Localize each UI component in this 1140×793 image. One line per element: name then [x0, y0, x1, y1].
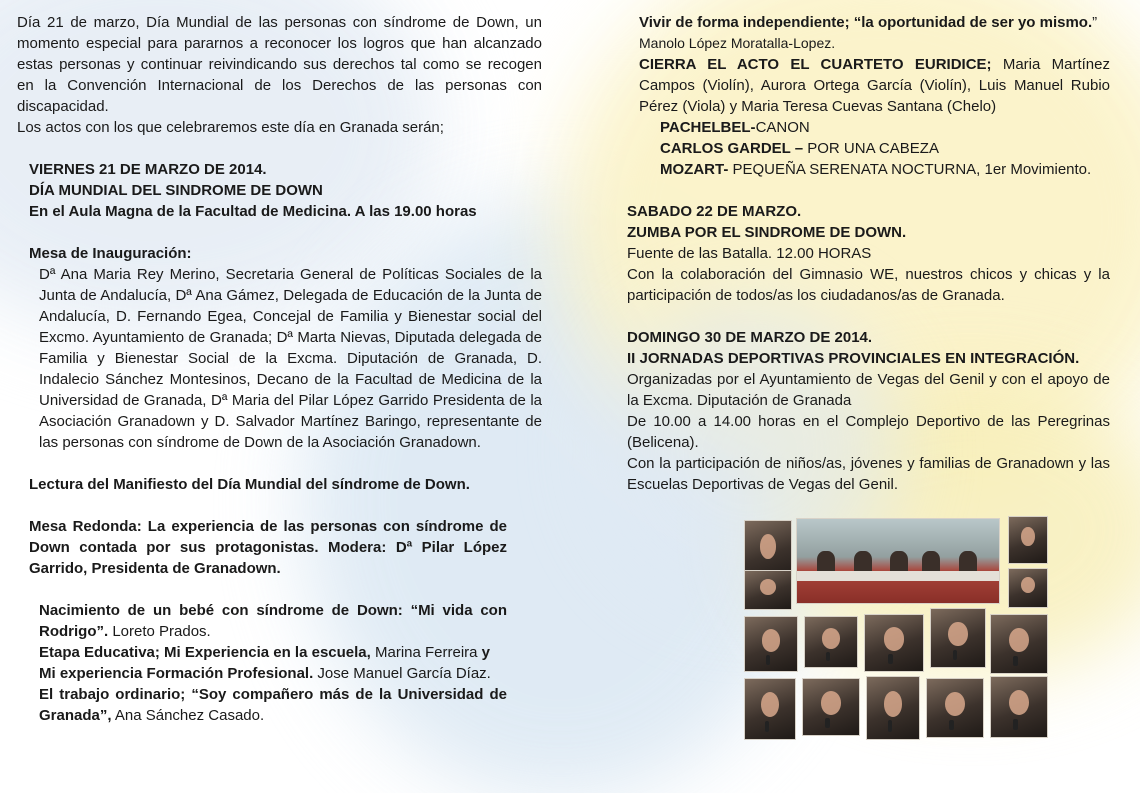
photo [1008, 568, 1048, 608]
talk-1-title: Nacimiento de un bebé con síndrome de Down: “Mi vida con Rodrigo”. [39, 602, 507, 640]
talk-2-author: Marina Ferreira [370, 644, 482, 661]
vivir-author: Manolo López Moratalla-Lopez. [639, 35, 836, 51]
sunday-event: II JORNADAS DEPORTIVAS PROVINCIALES EN INTEGRACIÓN. [627, 350, 1080, 367]
sunday-body-2: De 10.00 a 14.00 horas en el Complejo Deportivo de las Peregrinas (Belicena). [627, 413, 1110, 451]
event-place: En el Aula Magna de la Facultad de Medicina. A las 19.00 horas [29, 203, 477, 220]
talk-1-author: Loreto Prados. [108, 623, 211, 640]
intro-line-2: Los actos con los que celebraremos este día en Granada serán; [17, 119, 444, 136]
right-column [627, 12, 1110, 495]
vivir-closing-quote: ” [1092, 14, 1098, 31]
vivir-title-text: Vivir de forma independiente; “la oportunidad de ser yo mismo. [639, 14, 1093, 31]
photo [802, 678, 860, 736]
talk-4 [39, 684, 507, 726]
saturday-place: Fuente de las Batalla. 12.00 HORAS [627, 245, 872, 262]
photo [864, 614, 924, 672]
piece-1 [660, 117, 1110, 138]
piece-3 [660, 159, 1110, 180]
talk-2-title: Etapa Educativa; Mi Experiencia en la escuela, [39, 644, 371, 661]
vivir-title [627, 12, 1110, 33]
cierra-paragraph [627, 54, 1110, 117]
piece-3-title: PEQUEÑA SERENATA NOCTURNA, 1er Movimiento. [728, 161, 1092, 178]
event-name: DÍA MUNDIAL DEL SINDROME DE DOWN [29, 182, 323, 199]
talks-list [17, 600, 507, 726]
event-date: VIERNES 21 DE MARZO DE 2014. [29, 161, 267, 178]
mesa-inauguracion-title: Mesa de Inauguración: [29, 245, 192, 262]
mesa-redonda: Mesa Redonda: La experiencia de las personas con síndrome de Down contada por sus protagonistas. Modera: Dª Pilar López Garrido, Presidenta de Granadown. [29, 518, 507, 577]
piece-2-title: POR UNA CABEZA [807, 140, 939, 157]
photo [804, 616, 858, 668]
piece-3-composer: MOZART- [660, 161, 729, 178]
photo [744, 616, 798, 672]
photo [990, 676, 1048, 738]
photo [1008, 516, 1048, 564]
sunday-date: DOMINGO 30 DE MARZO DE 2014. [627, 329, 873, 346]
mesa-inauguracion-body: Dª Ana Maria Rey Merino, Secretaria General de Políticas Sociales de la Junta de Andalucía, Dª Ana Gámez, Delegada de Educación de la Junta de Andalucía, D. Fernando Egea, Concejal de Familia y Bienestar social del Excmo. Ayuntamiento de Granada; Dª Marta Nievas, Diputada delegada de Familia y Bienestar Social de la Excma. Diputación de Granada, D. Indalecio Sánchez Montesinos, Decano de la Facultad de Medicina de la Universidad de Granada, Dª Maria del Pilar López Garrido Presidenta de la Asociación Granadown y D. Salvador Martínez Baringo, representante de las personas con síndrome de Down de la Asociación Granadown. [39, 266, 542, 451]
photo [744, 678, 796, 740]
piece-2-composer: CARLOS GARDEL – [660, 140, 808, 157]
talk-2-conjunction: y [481, 644, 491, 661]
intro-paragraph: Día 21 de marzo, Día Mundial de las personas con síndrome de Down, un momento especial para pararnos a reconocer los logros que han alcanzado estas personas y continuar reivindicando sus derechos tal como se recogen en la Convención Internacional de los Derechos de las personas con discapacidad. [17, 14, 542, 115]
lectura-manifiesto: Lectura del Manifiesto del Día Mundial del síndrome de Down. [29, 476, 470, 493]
cierra-body: Maria Martínez Campos (Violín), Aurora Ortega García (Violín), Luis Manuel Rubio Pérez (Viola) y Maria Teresa Cuevas Santana (Chelo) [639, 56, 1110, 115]
talk-4-title: El trabajo ordinario; “Soy compañero más de la Universidad de Granada”, [39, 686, 507, 724]
cierra-title: CIERRA EL ACTO EL CUARTETO EURIDICE; [639, 56, 992, 73]
friday-event-header [17, 159, 542, 222]
talk-4-author: Ana Sánchez Casado. [111, 707, 265, 724]
piece-1-title: CANON [755, 119, 810, 136]
talk-2 [39, 642, 507, 663]
photo [990, 614, 1048, 674]
saturday-event: ZUMBA POR EL SINDROME DE DOWN. [627, 224, 907, 241]
photo-mosaic [744, 516, 1050, 741]
left-column [17, 12, 542, 726]
sunday-body-3: Con la participación de niños/as, jóvenes y familias de Granadown y las Escuelas Deportivas de Vegas del Genil. [627, 455, 1110, 493]
saturday-date: SABADO 22 DE MARZO. [627, 203, 802, 220]
photo [866, 676, 920, 740]
photo [930, 608, 986, 668]
talk-3 [39, 663, 507, 684]
piece-2 [660, 138, 1110, 159]
saturday-body: Con la colaboración del Gimnasio WE, nuestros chicos y chicas y la participación de todos/as los ciudadanos/as de Granada. [627, 266, 1110, 304]
photo [744, 570, 792, 610]
photo [926, 678, 984, 738]
talk-1 [39, 600, 507, 642]
piece-1-composer: PACHELBEL- [660, 119, 756, 136]
conference-photo [796, 518, 1000, 604]
talk-3-title: Mi experiencia Formación Profesional. [39, 665, 314, 682]
sunday-body-1: Organizadas por el Ayuntamiento de Vegas del Genil y con el apoyo de la Excma. Diputación de Granada [627, 371, 1110, 409]
talk-3-author: Jose Manuel García Díaz. [313, 665, 491, 682]
program-pieces [627, 117, 1110, 180]
